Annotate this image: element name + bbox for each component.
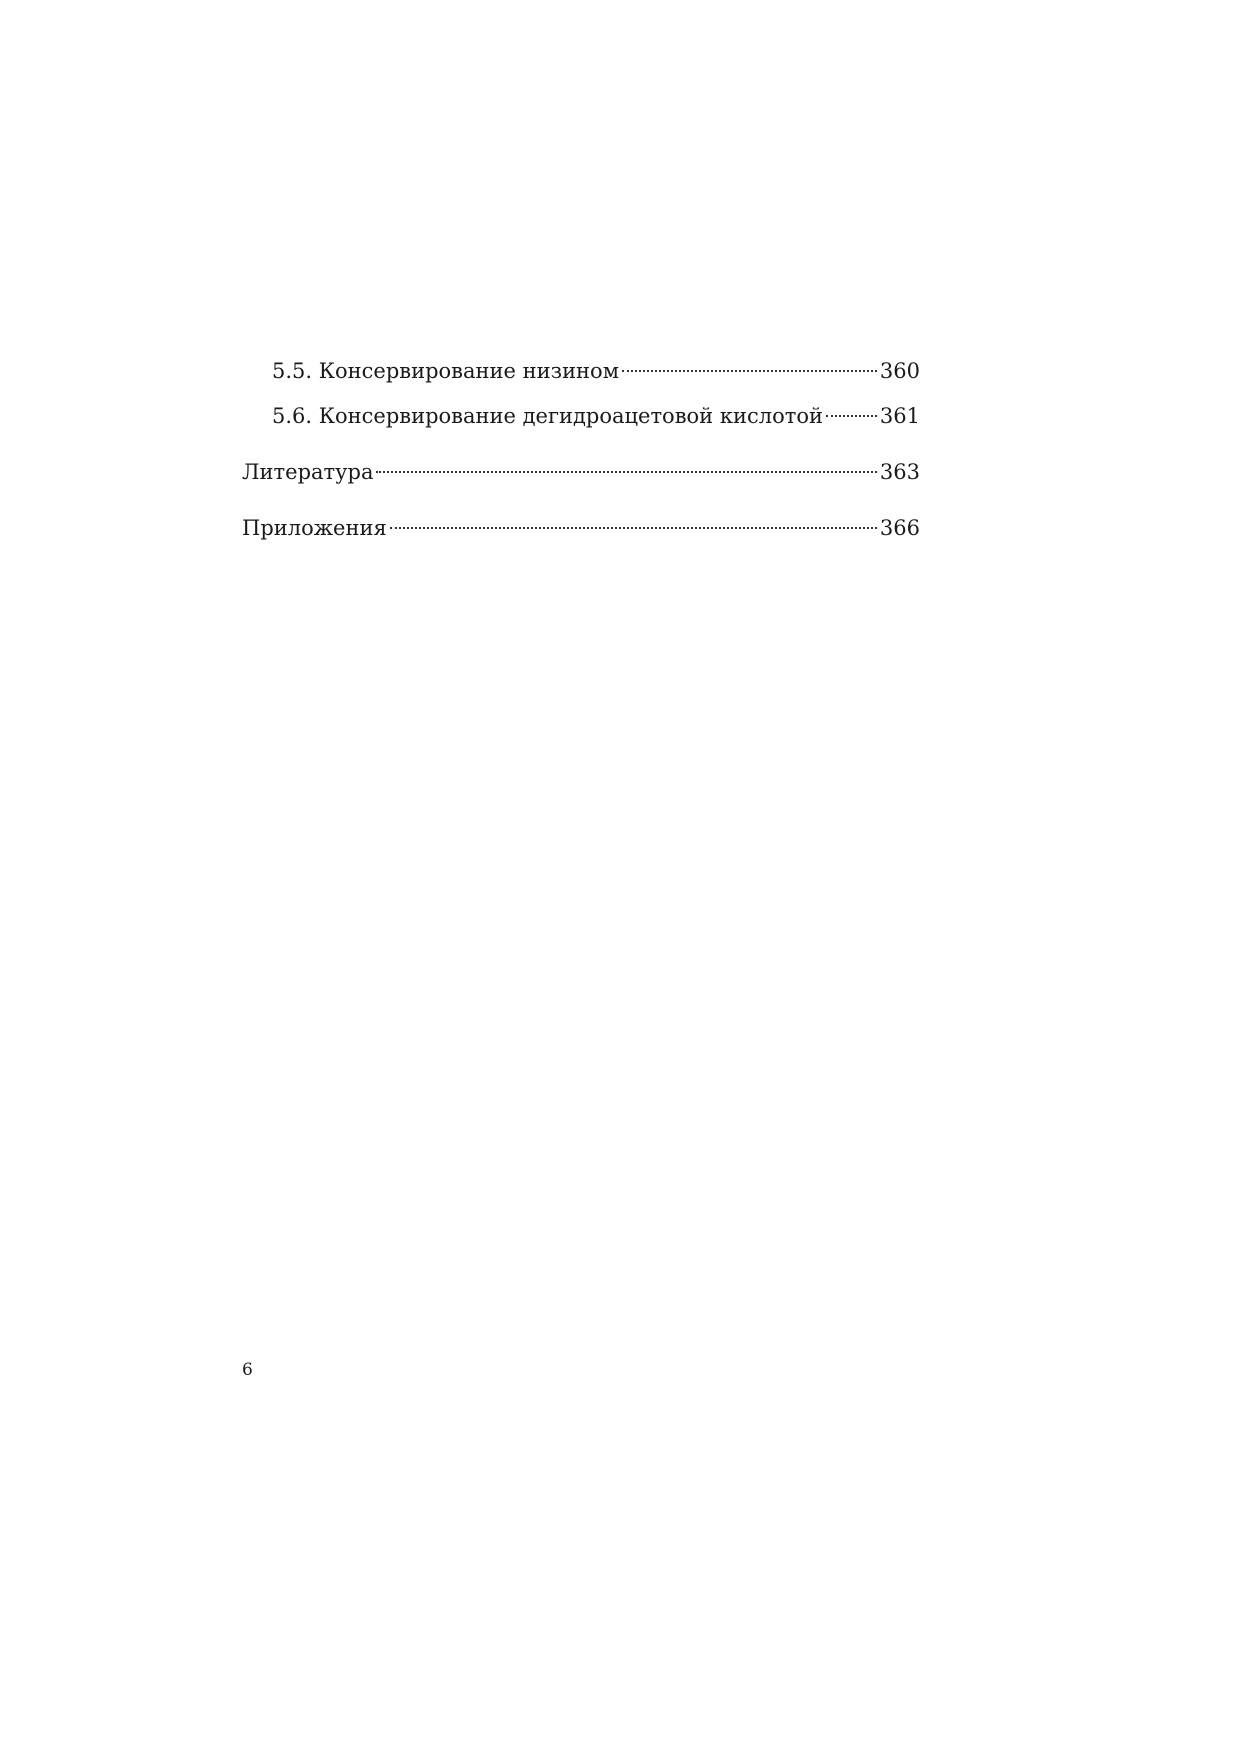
toc-entry-page: 363 xyxy=(879,460,920,484)
toc-entry-title: Литература xyxy=(242,460,374,484)
toc-entry xyxy=(242,457,920,487)
toc-entry-page: 361 xyxy=(879,404,920,428)
toc-entry xyxy=(242,401,920,431)
dot-leader xyxy=(826,415,877,417)
toc-entry xyxy=(242,356,920,386)
toc-entry-page: 360 xyxy=(879,359,920,383)
toc-entry xyxy=(242,513,920,543)
dot-leader xyxy=(390,527,877,529)
toc-entry-title: 5.6. Консервирование дегидроацетовой кислотой xyxy=(272,404,823,428)
dot-leader xyxy=(622,370,877,372)
dot-leader xyxy=(376,471,876,473)
toc-entry-title: Приложения xyxy=(242,516,387,540)
table-of-contents xyxy=(242,356,920,543)
toc-entry-title: 5.5. Консервирование низином xyxy=(272,359,620,383)
toc-entry-page: 366 xyxy=(879,516,920,540)
page-number: 6 xyxy=(242,1360,253,1380)
